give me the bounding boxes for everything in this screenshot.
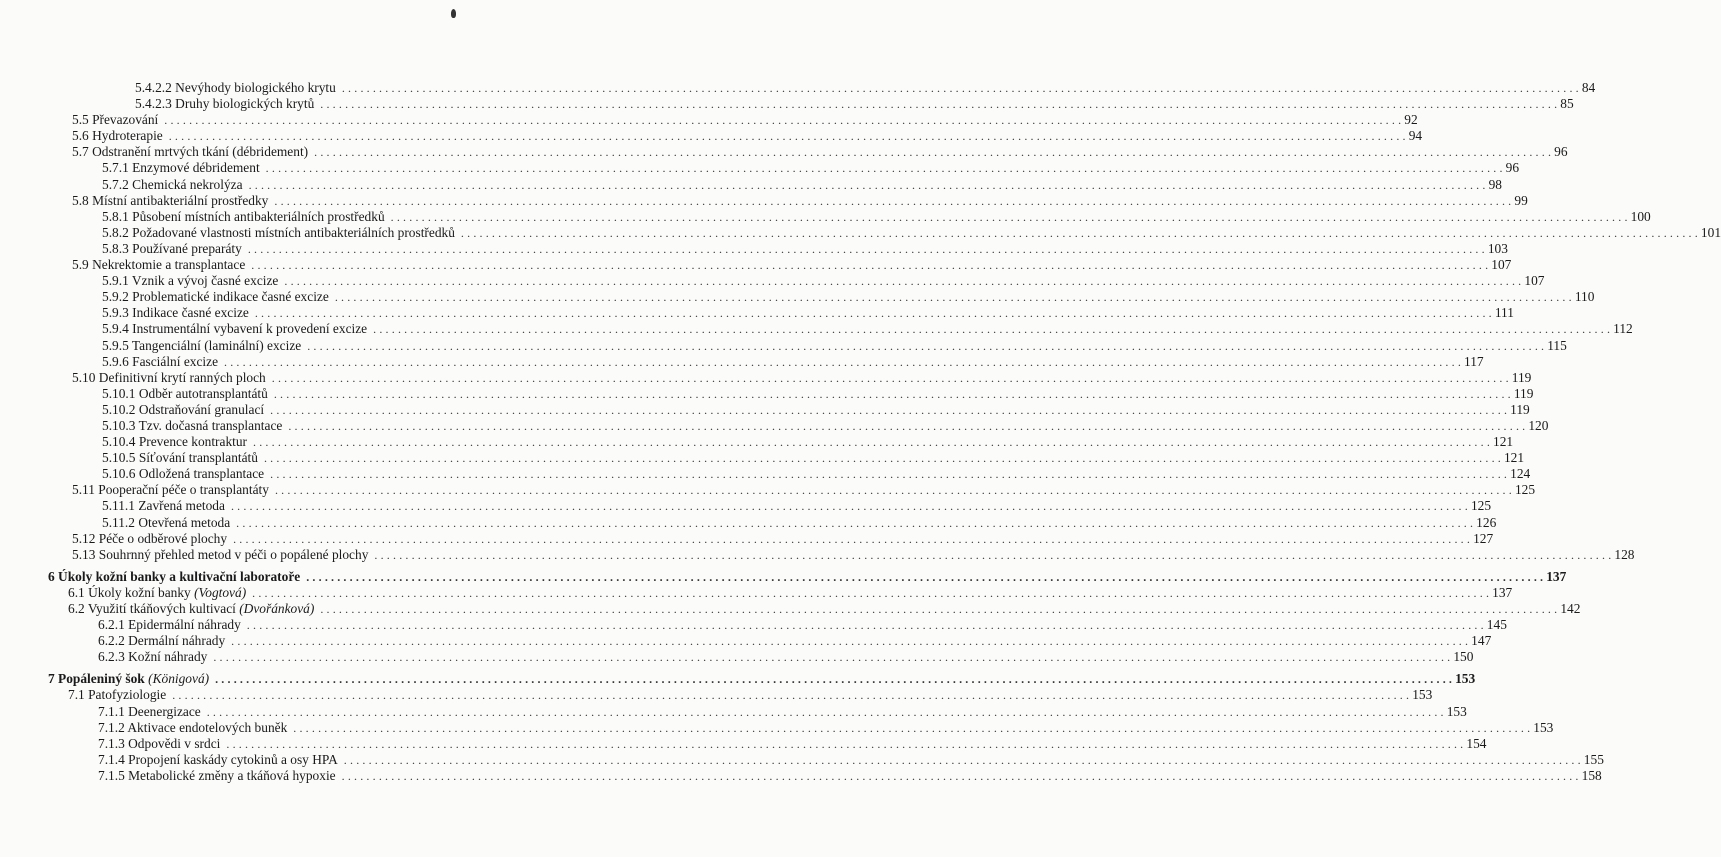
entry-title: [102, 434, 253, 450]
toc-entry: [0, 176, 1502, 193]
entry-title: [102, 386, 274, 402]
entry-title-text: 5.10.3 Tzv. dočasná transplantace: [102, 417, 283, 433]
entry-title-text: 5.5 Převazování: [72, 112, 159, 128]
entry-title: [135, 96, 320, 112]
page-number: 119: [1513, 385, 1534, 401]
entry-title: [98, 720, 293, 736]
toc-entry: [0, 289, 1595, 305]
entry-title: [102, 225, 461, 241]
dot-leader: ........................................................................................................................................................................................................: [164, 113, 1405, 128]
entry-title-text: 5.9 Nekrektomie a transplantace: [72, 257, 246, 273]
entry-title: [72, 128, 169, 144]
entry-title: [72, 257, 251, 273]
dot-leader: ........................................................................................................................................................................................................: [293, 720, 1534, 735]
page-number: 107: [1491, 257, 1512, 273]
dot-leader: ........................................................................................................................................................................................................: [206, 704, 1447, 719]
toc-entry: [0, 96, 1574, 112]
page-number: 145: [1486, 617, 1507, 633]
toc-entry: [0, 751, 1604, 768]
entry-title: [102, 160, 266, 176]
toc-entry: [0, 321, 1633, 337]
entry-title-text: 5.9.2 Problematické indikace časné excize: [102, 289, 329, 305]
page-number: 98: [1488, 176, 1502, 192]
toc-entry: [0, 514, 1497, 531]
dot-leader: ........................................................................................................................................................................................................: [265, 161, 1506, 176]
dot-leader: ........................................................................................................................................................................................................: [224, 354, 1465, 369]
toc-entry: [0, 482, 1536, 498]
entry-title: [72, 193, 274, 209]
dot-leader: ........................................................................................................................................................................................................: [271, 370, 1512, 385]
entry-title: [72, 144, 314, 160]
page-number: 99: [1514, 192, 1528, 208]
dot-leader: ........................................................................................................................................................................................................: [172, 688, 1413, 703]
toc-entry: [0, 224, 1721, 241]
dot-leader: ........................................................................................................................................................................................................: [334, 290, 1575, 305]
page-number: 110: [1574, 289, 1595, 305]
toc-entry: [0, 385, 1534, 402]
entry-title-text: 7.1.3 Odpovědi v srdci: [98, 735, 221, 751]
toc-entry: [0, 601, 1581, 617]
page-number: 153: [1455, 671, 1476, 687]
page-number: 117: [1464, 353, 1484, 369]
page-number: 125: [1514, 482, 1536, 498]
entry-title-text: 5.7 Odstranění mrtvých tkání (débridement): [72, 144, 309, 160]
entry-title: [98, 649, 213, 665]
entry-title-text: 5.7.1 Enzymové débridement: [102, 160, 260, 176]
entry-title: [98, 633, 231, 649]
dot-leader: ........................................................................................................................................................................................................: [306, 569, 1547, 584]
toc-entry: [0, 112, 1418, 128]
page-number: 121: [1503, 450, 1525, 466]
page-number: 154: [1466, 735, 1487, 751]
page-number: 84: [1581, 80, 1596, 95]
entry-title-text: 5.13 Souhrnný přehled metod v péči o popálené plochy: [72, 546, 369, 562]
page-number: 127: [1473, 530, 1494, 546]
entry-title-text: 6.2.2 Dermální náhrady: [98, 633, 226, 649]
entry-title-text: 5.10.4 Prevence kontraktur: [102, 434, 248, 450]
entry-title: [72, 370, 272, 386]
toc-entry: [0, 208, 1651, 225]
dot-leader: ........................................................................................................................................................................................................: [263, 451, 1504, 466]
entry-title: [135, 80, 342, 96]
toc-entry: [0, 257, 1512, 273]
entry-title-text: 5.11 Pooperační péče o transplantáty: [72, 482, 269, 498]
entry-title-text: 7.1.4 Propojení kaskády cytokinů a osy HPA: [98, 751, 338, 767]
dot-leader: ........................................................................................................................................................................................................: [226, 736, 1467, 751]
entry-title-text: 5.9.3 Indikace časné excize: [102, 305, 249, 321]
dot-leader: ........................................................................................................................................................................................................: [254, 306, 1495, 321]
entry-title: [102, 354, 224, 370]
entry-title-text: 5.8.2 Požadované vlastnosti místních antibakteriálních prostředků: [102, 224, 455, 240]
dot-leader: ........................................................................................................................................................................................................: [274, 483, 1515, 498]
toc-entry: [0, 128, 1423, 144]
entry-title: [102, 466, 270, 482]
toc-entry: [0, 649, 1474, 665]
page-number: 96: [1554, 144, 1568, 160]
page-number: 121: [1493, 434, 1514, 450]
page-number: 153: [1412, 687, 1433, 703]
dot-leader: ........................................................................................................................................................................................................: [273, 386, 1514, 401]
entry-title: [98, 704, 207, 720]
toc-entry: [0, 434, 1514, 450]
entry-title-text: 5.8.3 Používané preparáty: [102, 240, 242, 256]
toc-entry: [0, 305, 1514, 321]
dot-leader: ........................................................................................................................................................................................................: [341, 768, 1582, 783]
toc-entry: [0, 417, 1549, 434]
entry-title-text: 6.2 Využití tkáňových kultivací: [68, 601, 236, 616]
entry-title: [98, 617, 247, 633]
dot-leader: ........................................................................................................................................................................................................: [320, 97, 1561, 112]
dot-leader: ........................................................................................................................................................................................................: [270, 467, 1511, 482]
page-number: 153: [1533, 719, 1554, 735]
page-number: 103: [1487, 240, 1508, 256]
toc-chapter-entry: [0, 671, 1476, 687]
entry-title-text: 6.2.1 Epidermální náhrady: [98, 617, 241, 633]
page-number: 92: [1404, 112, 1418, 128]
entry-title-text: 7.1.5 Metabolické změny a tkáňová hypoxie: [98, 767, 336, 783]
entry-title-text: 7 Popáleniný šok: [48, 671, 145, 687]
entry-title-text: 5.6 Hydroterapie: [72, 128, 163, 144]
entry-title-text: 5.9.4 Instrumentální vybavení k provedení excize: [102, 321, 368, 337]
entry-title: [102, 515, 236, 531]
page-number: 115: [1547, 337, 1567, 353]
entry-title-text: 6 Úkoly kožní banky a kultivační laboratoře: [48, 568, 301, 584]
entry-title-text: 5.8.1 Působení místních antibakteriálních prostředků: [102, 208, 385, 224]
page-number: 150: [1453, 649, 1474, 665]
entry-title-text: 5.9.5 Tangenciální (laminální) excize: [102, 337, 302, 353]
table-of-contents: [0, 80, 1721, 784]
dot-leader: ........................................................................................................................................................................................................: [373, 322, 1614, 337]
entry-title: [72, 482, 275, 498]
toc-entry: [0, 144, 1568, 160]
page-number: 101: [1700, 224, 1721, 240]
page-number: 100: [1630, 208, 1651, 224]
dot-leader: ........................................................................................................................................................................................................: [215, 672, 1456, 687]
entry-title: [72, 112, 164, 128]
entry-title-text: 5.11.2 Otevřená metoda: [102, 514, 231, 530]
entry-title-text: 5.9.1 Vznik a vývoj časné excize: [102, 273, 279, 289]
entry-title: [102, 418, 288, 434]
entry-title: [68, 585, 252, 601]
entry-title: [102, 289, 335, 305]
page-number: 85: [1560, 96, 1574, 112]
page-number: 125: [1470, 498, 1492, 514]
dot-leader: ........................................................................................................................................................................................................: [274, 193, 1515, 208]
toc-entry: [0, 719, 1554, 736]
ink-mark: [451, 9, 456, 18]
dot-leader: ........................................................................................................................................................................................................: [314, 145, 1555, 160]
entry-title-text: 7.1.1 Deenergizace: [98, 703, 201, 719]
entry-title: [98, 752, 344, 768]
entry-title: [102, 498, 231, 514]
toc-entry: [0, 401, 1530, 418]
dot-leader: ........................................................................................................................................................................................................: [252, 585, 1493, 600]
toc-entry: [0, 192, 1528, 209]
entry-title: [102, 321, 373, 337]
page-number: 119: [1511, 369, 1532, 385]
entry-title: [102, 402, 270, 418]
page-number: 94: [1408, 128, 1423, 144]
dot-leader: ........................................................................................................................................................................................................: [251, 258, 1492, 273]
entry-title-text: 5.10.1 Odběr autotransplantátů: [102, 385, 268, 401]
toc-entry: [0, 703, 1467, 720]
toc-entry: [0, 584, 1513, 601]
entry-title: [102, 305, 255, 321]
dot-leader: ........................................................................................................................................................................................................: [390, 209, 1631, 224]
entry-title: [48, 671, 215, 687]
entry-title-text: 5.4.2.3 Druhy biologických krytů: [135, 96, 315, 112]
dot-leader: ........................................................................................................................................................................................................: [374, 547, 1615, 562]
dot-leader: ........................................................................................................................................................................................................: [341, 81, 1582, 95]
page-number: 119: [1510, 401, 1530, 417]
entry-title: [72, 531, 233, 547]
entry-title: [102, 338, 307, 354]
toc-entry: [0, 353, 1484, 370]
page-number: 137: [1546, 568, 1567, 584]
toc-entry: [0, 530, 1494, 547]
entry-title-text: 5.9.6 Fasciální excize: [102, 353, 219, 369]
toc-entry: [0, 240, 1508, 257]
toc-entry: [0, 160, 1520, 176]
entry-title-text: 5.11.1 Zavřená metoda: [102, 498, 225, 514]
toc-entry: [0, 687, 1433, 703]
entry-title-text: 6.2.3 Kožní náhrady: [98, 649, 208, 665]
page-number: 96: [1505, 160, 1520, 176]
entry-title: [72, 547, 374, 563]
entry-title: [102, 177, 249, 193]
entry-author: (Dvořánková): [239, 601, 315, 616]
toc-entry: [0, 546, 1635, 563]
entry-title-text: 7.1.2 Aktivace endotelových buněk: [98, 719, 288, 735]
dot-leader: ........................................................................................................................................................................................................: [284, 274, 1525, 289]
dot-leader: ........................................................................................................................................................................................................: [320, 602, 1561, 616]
entry-title: [98, 768, 342, 784]
entry-title-text: 5.8 Místní antibakteriální prostředky: [72, 192, 269, 208]
toc-entry: [0, 369, 1532, 386]
dot-leader: ........................................................................................................................................................................................................: [270, 402, 1511, 417]
dot-leader: ........................................................................................................................................................................................................: [213, 650, 1454, 665]
dot-leader: ........................................................................................................................................................................................................: [233, 531, 1474, 546]
toc-entry: [0, 450, 1525, 466]
dot-leader: ........................................................................................................................................................................................................: [343, 752, 1584, 767]
page-number: 107: [1524, 273, 1545, 289]
toc-chapter-entry: [0, 568, 1567, 585]
entry-title: [102, 209, 391, 225]
page-number: 158: [1581, 767, 1602, 783]
page-number: 153: [1446, 703, 1467, 719]
dot-leader: ........................................................................................................................................................................................................: [231, 634, 1472, 649]
entry-title-text: 5.7.2 Chemická nekrolýza: [102, 176, 243, 192]
toc-entry: [0, 337, 1567, 354]
page-number: 128: [1614, 546, 1635, 562]
entry-title-text: 5.10.5 Síťování transplantátů: [102, 450, 258, 466]
entry-author: (Königová): [148, 671, 210, 687]
page-number: 147: [1471, 633, 1492, 649]
toc-entry: [0, 466, 1531, 482]
toc-entry: [0, 273, 1545, 289]
entry-title-text: 5.10.6 Odložená transplantace: [102, 466, 265, 482]
entry-title: [102, 450, 264, 466]
toc-entry: [0, 80, 1596, 96]
entry-title-text: 5.12 Péče o odběrové plochy: [72, 530, 228, 546]
entry-title: [98, 736, 226, 752]
page-number: 137: [1492, 584, 1513, 600]
entry-title: [102, 273, 284, 289]
toc-entry: [0, 633, 1492, 649]
entry-title: [68, 601, 320, 617]
entry-title: [68, 687, 172, 703]
entry-title-text: 5.10.2 Odstraňování granulací: [102, 401, 265, 417]
dot-leader: ........................................................................................................................................................................................................: [460, 225, 1701, 240]
toc-entry: [0, 767, 1602, 784]
dot-leader: ........................................................................................................................................................................................................: [288, 418, 1529, 433]
dot-leader: ........................................................................................................................................................................................................: [247, 241, 1488, 256]
entry-author: (Vogtová): [194, 584, 247, 600]
entry-title: [102, 241, 248, 257]
entry-title-text: 5.4.2.2 Nevýhody biologického krytu: [135, 80, 336, 95]
dot-leader: ........................................................................................................................................................................................................: [230, 499, 1471, 514]
page-number: 112: [1613, 321, 1633, 337]
page-number: 155: [1583, 751, 1604, 767]
toc-entry: [0, 498, 1492, 514]
toc-entry: [0, 617, 1507, 633]
entry-title-text: 5.10 Definitivní krytí ranných ploch: [72, 369, 266, 385]
dot-leader: ........................................................................................................................................................................................................: [236, 515, 1477, 530]
dot-leader: ........................................................................................................................................................................................................: [307, 338, 1548, 353]
entry-title: [48, 569, 306, 585]
page-number: 126: [1476, 514, 1497, 530]
page-number: 124: [1510, 466, 1531, 482]
dot-leader: ........................................................................................................................................................................................................: [253, 435, 1494, 450]
page-number: 142: [1560, 601, 1581, 616]
page-number: 120: [1528, 417, 1549, 433]
entry-title-text: 7.1 Patofyziologie: [68, 687, 167, 703]
dot-leader: ........................................................................................................................................................................................................: [168, 129, 1409, 144]
page-number: 111: [1494, 305, 1514, 321]
dot-leader: ........................................................................................................................................................................................................: [248, 177, 1489, 192]
toc-entry: [0, 735, 1487, 752]
entry-title-text: 6.1 Úkoly kožní banky: [68, 584, 191, 600]
dot-leader: ........................................................................................................................................................................................................: [246, 618, 1487, 633]
